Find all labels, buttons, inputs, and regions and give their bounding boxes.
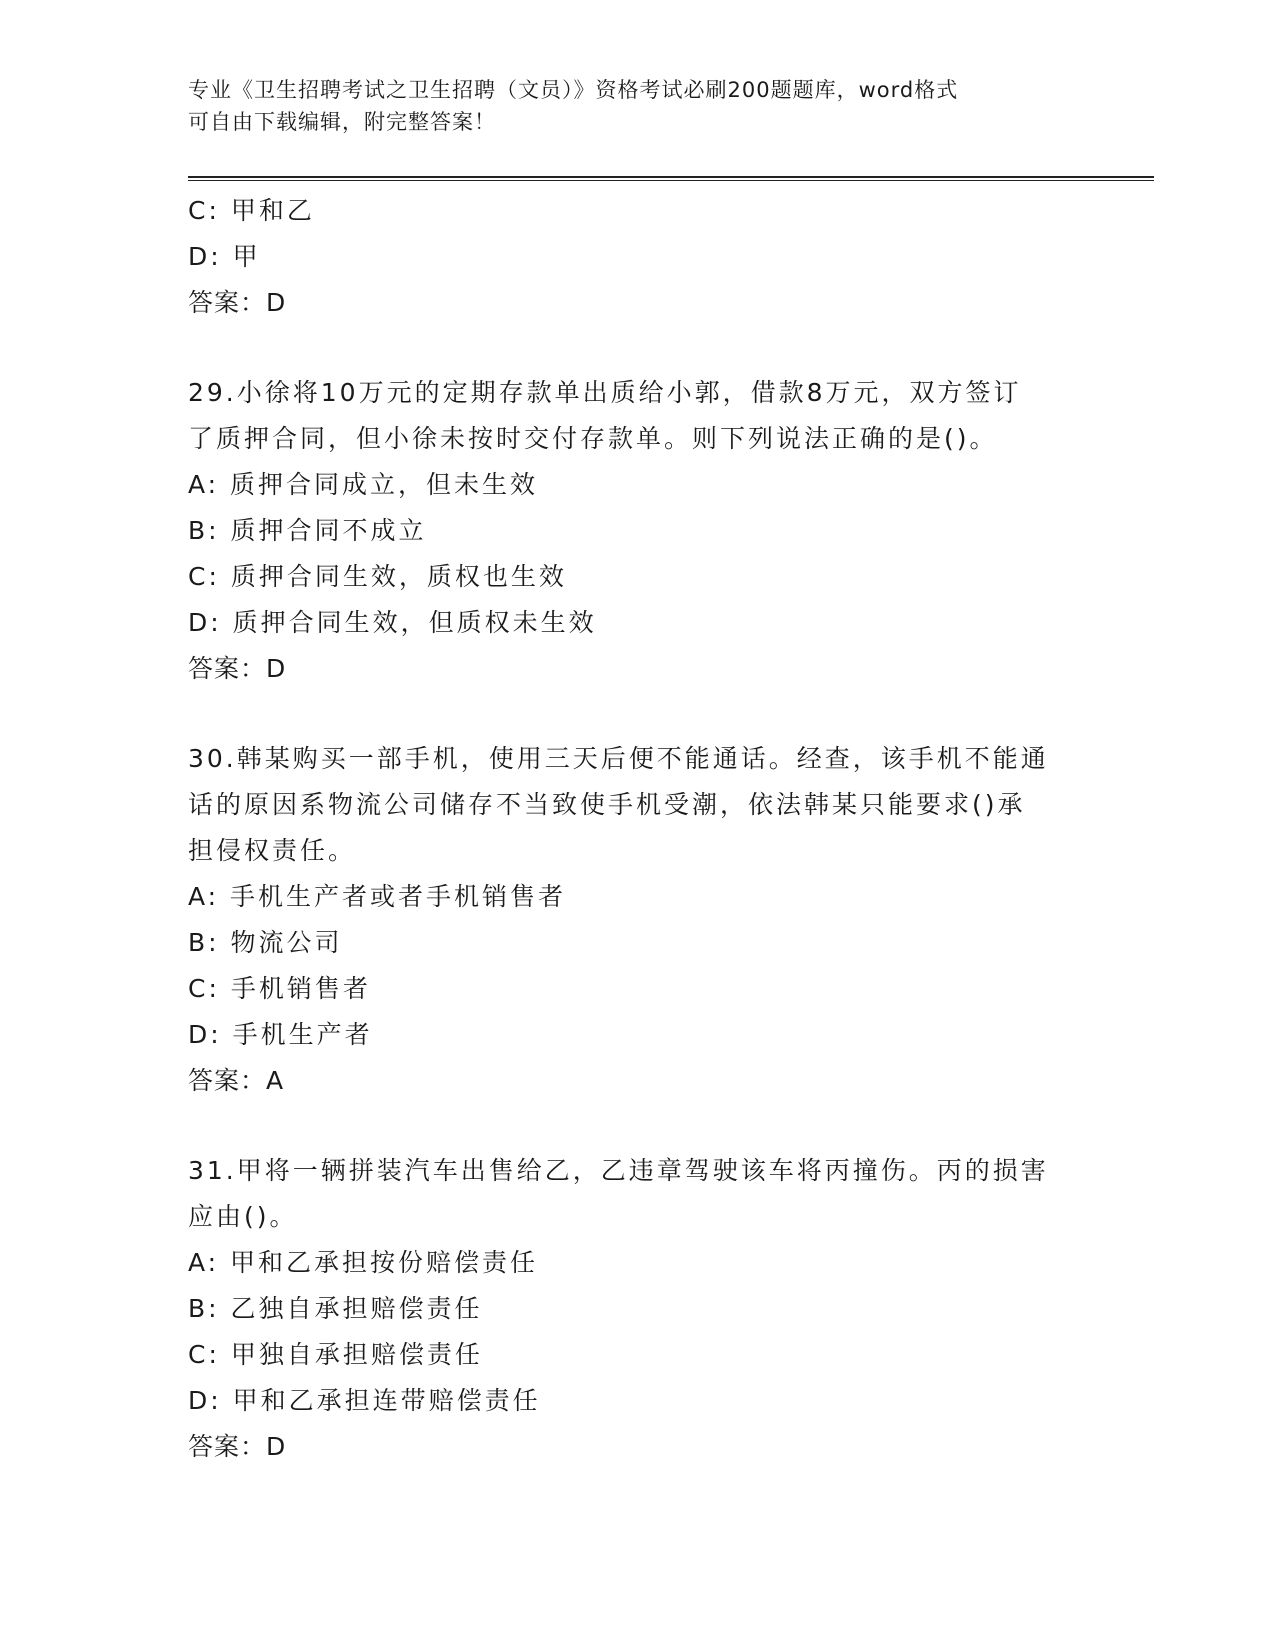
header-line-2: 可自由下载编辑，附完整答案！ — [188, 110, 496, 134]
option-a: A: 甲和乙承担按份赔偿责任 — [188, 1248, 539, 1277]
question-text-line: 31.甲将一辆拼装汽车出售给乙，乙违章驾驶该车将丙撞伤。丙的损害 — [188, 1156, 1049, 1185]
question-text-line: 29.小徐将10万元的定期存款单出质给小郭，借款8万元，双方签订 — [188, 378, 1022, 407]
question-text-line: 30.韩某购买一部手机，使用三天后便不能通话。经查，该手机不能通 — [188, 744, 1049, 773]
option-b: B: 质押合同不成立 — [188, 516, 427, 545]
option-b: B: 物流公司 — [188, 928, 343, 957]
question-text-line: 应由()。 — [188, 1202, 298, 1231]
option-d: D: 甲和乙承担连带赔偿责任 — [188, 1386, 541, 1415]
option-a: A: 质押合同成立，但未生效 — [188, 470, 539, 499]
option-c: C: 甲独自承担赔偿责任 — [188, 1340, 483, 1369]
option-c: C: 质押合同生效，质权也生效 — [188, 562, 567, 591]
header-divider — [188, 176, 1154, 181]
answer-line: 答案：D — [188, 654, 287, 683]
answer-line: 答案：A — [188, 1066, 285, 1095]
question-30 — [188, 736, 1078, 1104]
answer-line: 答案：D — [188, 288, 287, 317]
header-line-1: 专业《卫生招聘考试之卫生招聘（文员）》资格考试必刷200题题库，word格式 — [188, 78, 959, 102]
page-header — [188, 74, 1068, 138]
question-text-line: 了质押合同，但小徐未按时交付存款单。则下列说法正确的是()。 — [188, 424, 998, 453]
question-text-line: 话的原因系物流公司储存不当致使手机受潮，依法韩某只能要求()承 — [188, 790, 1026, 819]
answer-line: 答案：D — [188, 1432, 287, 1461]
option-c: C: 手机销售者 — [188, 974, 371, 1003]
option-a: A: 手机生产者或者手机销售者 — [188, 882, 567, 911]
question-31 — [188, 1148, 1078, 1470]
continued-question — [188, 188, 1078, 326]
option-d: D: 手机生产者 — [188, 1020, 373, 1049]
question-text-line: 担侵权责任。 — [188, 836, 357, 865]
question-list — [188, 188, 1078, 1470]
option-c: C: 甲和乙 — [188, 196, 315, 225]
option-b: B: 乙独自承担赔偿责任 — [188, 1294, 483, 1323]
option-d: D: 质押合同生效，但质权未生效 — [188, 608, 597, 637]
question-29 — [188, 370, 1078, 692]
option-d: D: 甲 — [188, 242, 261, 271]
